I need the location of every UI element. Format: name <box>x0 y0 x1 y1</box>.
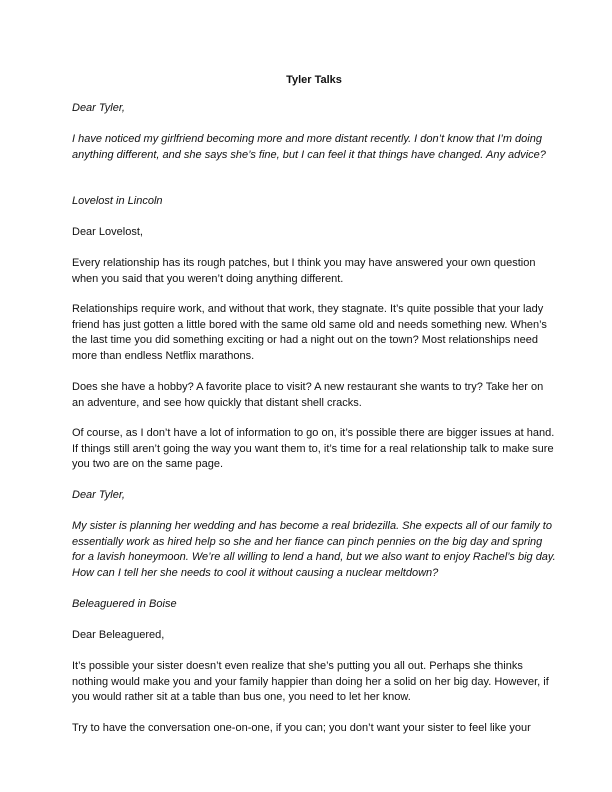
reply-paragraph-3: Does she have a hobby? A favorite place to visit? A new restaurant she wants to try? Take her on an adventure, and see how quickly that distant shell cracks. <box>72 381 544 409</box>
reply-paragraph-6: Try to have the conversation one-on-one, if you can; you don’t want your sister to feel like your <box>72 722 531 734</box>
reply-paragraph-5: It’s possible your sister doesn’t even realize that she’s putting you all out. Perhaps she thinks nothing would make you and your family happier than doing her a solid on her big day. However, if you would rather sit at a table than bus one, you need to let her know. <box>72 660 549 704</box>
letter-body-1: I have noticed my girlfriend becoming more and more distant recently. I don’t know that I’m doing anything different, and she says she’s fine, but I can feel it that things have changed. Any advice? <box>72 133 546 161</box>
letter-salutation-2: Dear Tyler, <box>72 489 125 501</box>
reply-salutation-2: Dear Beleaguered, <box>72 629 165 641</box>
reply-paragraph-1: Every relationship has its rough patches, but I think you may have answered your own question when you said that you weren’t doing anything different. <box>72 257 536 285</box>
reply-paragraph-4: Of course, as I don’t have a lot of information to go on, it’s possible there are bigger issues at hand. If things still aren’t going the way you want them to, it’s time for a real relationship talk to make sure you two are on the same page. <box>72 427 555 471</box>
letter-signature-1: Lovelost in Lincoln <box>72 195 163 207</box>
letter-body-2: My sister is planning her wedding and has become a real bridezilla. She expects all of our family to essentially work as hired help so she and her fiance can pinch pennies on the big day and spring for a lavish honeymoon. We’re all willing to lend a hand, but we also want to enjoy Rachel’s big day. How can I tell her she needs to cool it without causing a nuclear meltdown? <box>72 520 556 579</box>
reply-paragraph-2: Relationships require work, and without that work, they stagnate. It’s quite possible that your lady friend has just gotten a little bored with the same old same old and needs something new. When’s the last time you did something exciting or had a night out on the town? Most relationships need more than endless Netflix marathons. <box>72 303 547 362</box>
letter-salutation-1: Dear Tyler, <box>72 102 125 114</box>
letter-signature-2: Beleaguered in Boise <box>72 598 177 610</box>
document-title: Tyler Talks <box>286 74 342 86</box>
reply-salutation-1: Dear Lovelost, <box>72 226 143 238</box>
